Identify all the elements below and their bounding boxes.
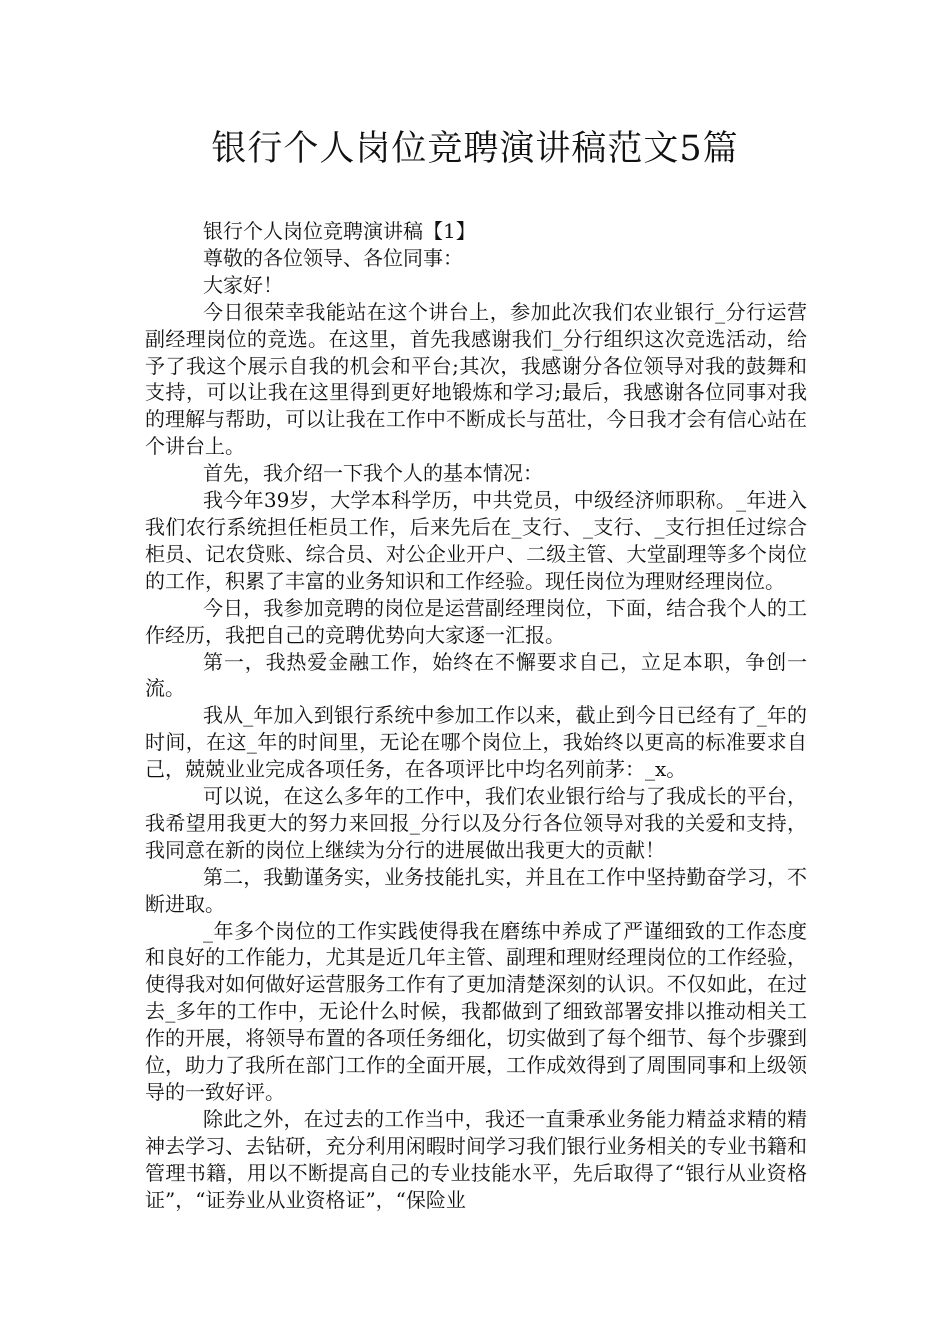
paragraph: 我从_年加入到银行系统中参加工作以来，截止到今日已经有了_年的时间，在这_年的时间里，无论在哪个岗位上，我始终以更高的标准要求自己，兢兢业业完成各项任务，在各项评比中均名列前茅：_x。	[145, 703, 807, 782]
paragraph: 今日，我参加竞聘的岗位是运营副经理岗位，下面，结合我个人的工作经历，我把自己的竞聘优势向大家逐一汇报。	[145, 595, 807, 647]
paragraph: 今日很荣幸我能站在这个讲台上，参加此次我们农业银行_分行运营副经理岗位的竞选。在这里，首先我感谢我们_分行组织这次竞选活动，给予了我这个展示自我的机会和平台;其次，我感谢分各位领导对我的鼓舞和支持，可以让我在这里得到更好地锻炼和学习;最后，我感谢各位同事对我的理解与帮助，可以让我在工作中不断成长与茁壮，今日我才会有信心站在个讲台上。	[145, 299, 807, 459]
greeting: 大家好！	[203, 272, 283, 297]
paragraph: 可以说，在这么多年的工作中，我们农业银行给与了我成长的平台，我希望用我更大的努力来回报_分行以及分行各位领导对我的关爱和支持，我同意在新的岗位上继续为分行的进展做出我更大的贡献！	[145, 784, 807, 862]
paragraph: 第二，我勤谨务实，业务技能扎实，并且在工作中坚持勤奋学习，不断进取。	[145, 864, 807, 916]
document-body	[145, 218, 807, 1214]
document-title: 银行个人岗位竞聘演讲稿范文5篇	[211, 129, 739, 169]
paragraph: 我今年39岁，大学本科学历，中共党员，中级经济师职称。_年进入我们农行系统担任柜员工作，后来先后在_支行、_支行、_支行担任过综合柜员、记农贷账、综合员、对公企业开户、二级主管、大堂副理等多个岗位的工作，积累了丰富的业务知识和工作经验。现任岗位为理财经理岗位。	[145, 488, 807, 593]
speech-heading: 银行个人岗位竞聘演讲稿【1】	[203, 219, 476, 243]
paragraph: _年多个岗位的工作实践使得我在磨练中养成了严谨细致的工作态度和良好的工作能力，尤其是近几年主管、副理和理财经理岗位的工作经验，使得我对如何做好运营服务工作有了更加清楚深刻的认识。不仅如此，在过去_多年的工作中，无论什么时候，我都做到了细致部署安排以推动相关工作的开展，将领导布置的各项任务细化，切实做到了每个细节、每个步骤到位，助力了我所在部门工作的全面开展，工作成效得到了周围同事和上级领导的一致好评。	[145, 918, 807, 1104]
paragraph: 第一，我热爱金融工作，始终在不懈要求自己，立足本职，争创一流。	[145, 649, 807, 701]
paragraph: 首先，我介绍一下我个人的基本情况：	[203, 461, 543, 486]
salutation: 尊敬的各位领导、各位同事：	[203, 245, 463, 270]
paragraph: 除此之外，在过去的工作当中，我还一直秉承业务能力精益求精的精神去学习、去钻研，充分利用闲暇时间学习我们银行业务相关的专业书籍和管理书籍，用以不断提高自己的专业技能水平，先后取得了“银行从业资格证”，“证券业从业资格证”，“保险业	[145, 1106, 807, 1212]
